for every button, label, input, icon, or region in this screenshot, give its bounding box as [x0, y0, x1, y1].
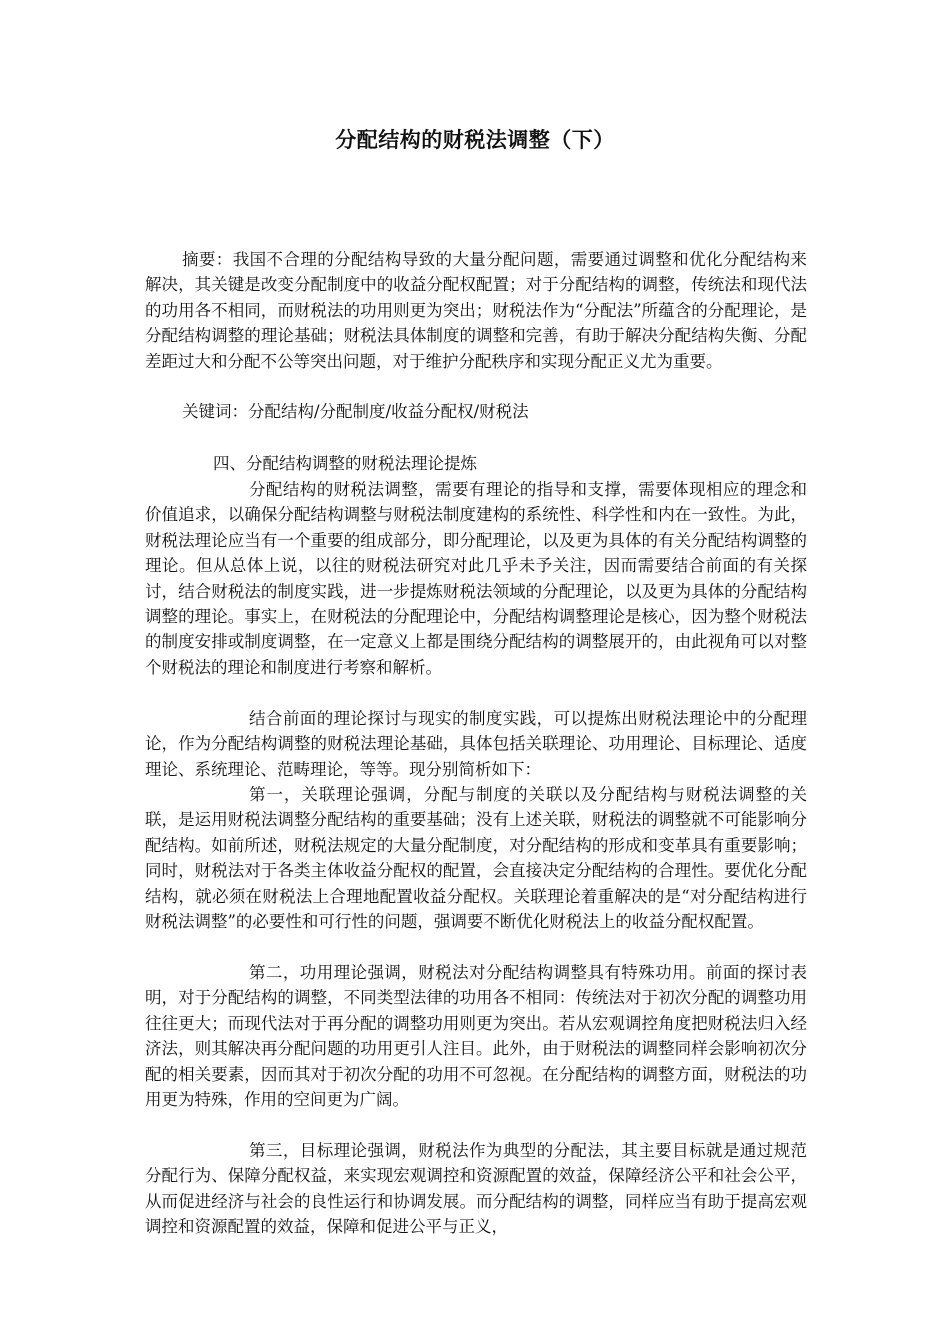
document-title: 分配结构的财税法调整（下） — [335, 128, 615, 152]
body-paragraph: 第二，功用理论强调，财税法对分配结构调整具有特殊功用。前面的探讨表明，对于分配结构的调整，不同类型法律的功用各不相同：传统法对于初次分配的调整功用往往更大；而现代法对于再分配的调整功用则更为突出。若从宏观调控角度把财税法归入经济法，则其解决再分配问题的功用更引人注目。此外，由于财税法的调整同样会影响初次分配的相关要素，因而其对于初次分配的功用不可忽视。在分配结构的调整方面，财税法的功用更为特殊，作用的空间更为广阔。 — [145, 963, 807, 1110]
keywords: 关键词：分配结构/分配制度/收益分配权/财税法 — [182, 402, 529, 421]
body-paragraph: 第一，关联理论强调，分配与制度的关联以及分配结构与财税法调整的关联，是运用财税法调整分配结构的重要基础；没有上述关联，财税法的调整就不可能影响分配结构。如前所述，财税法规定的大量分配制度，对分配结构的形成和变革具有重要影响；同时，财税法对于各类主体收益分配权的配置，会直接决定分配结构的合理性。要优化分配结构，就必须在财税法上合理地配置收益分配权。关联理论着重解决的是“对分配结构进行财税法调整”的必要性和可行性的问题，强调要不断优化财税法上的收益分配权配置。 — [145, 785, 807, 932]
abstract: 摘要：我国不合理的分配结构导致的大量分配问题，需要通过调整和优化分配结构来解决，其关键是改变分配制度中的收益分配权配置；对于分配结构的调整，传统法和现代法的功用各不相同，而财税法的功用则更为突出；财税法作为“分配法”所蕴含的分配理论，是分配结构调整的理论基础；财税法具体制度的调整和完善，有助于解决分配结构失衡、分配差距过大和分配不公等突出问题，对于维护分配秩序和实现分配正义尤为重要。 — [145, 250, 807, 371]
body-paragraph: 第三，目标理论强调，财税法作为典型的分配法，其主要目标就是通过规范分配行为、保障分配权益，来实现宏观调控和资源配置的效益，保障经济公平和社会公平，从而促进经济与社会的良性运行和协调发展。而分配结构的调整，同样应当有助于提高宏观调控和资源配置的效益，保障和促进公平与正义， — [145, 1141, 807, 1237]
section-heading: 四、分配结构调整的财税法理论提炼 — [213, 454, 477, 473]
body-paragraph: 结合前面的理论探讨与现实的制度实践，可以提炼出财税法理论中的分配理论，作为分配结构调整的财税法理论基础，具体包括关联理论、功用理论、目标理论、适度理论、系统理论、范畴理论，等等。现分别简析如下： — [145, 709, 807, 779]
body-paragraph: 分配结构的财税法调整，需要有理论的指导和支撑，需要体现相应的理念和价值追求，以确保分配结构调整与财税法制度建构的系统性、科学性和内在一致性。为此，财税法理论应当有一个重要的组成部分，即分配理论，以及更为具体的有关分配结构调整的理论。但从总体上说，以往的财税法研究对此几乎未予关注，因而需要结合前面的有关探讨，结合财税法的制度实践，进一步提炼财税法领域的分配理论，以及更为具体的分配结构调整的理论。事实上，在财税法的分配理论中，分配结构调整理论是核心，因为整个财税法的制度安排或制度调整，在一定意义上都是围绕分配结构的调整展开的，由此视角可以对整个财税法的理论和制度进行考察和解析。 — [145, 480, 807, 677]
